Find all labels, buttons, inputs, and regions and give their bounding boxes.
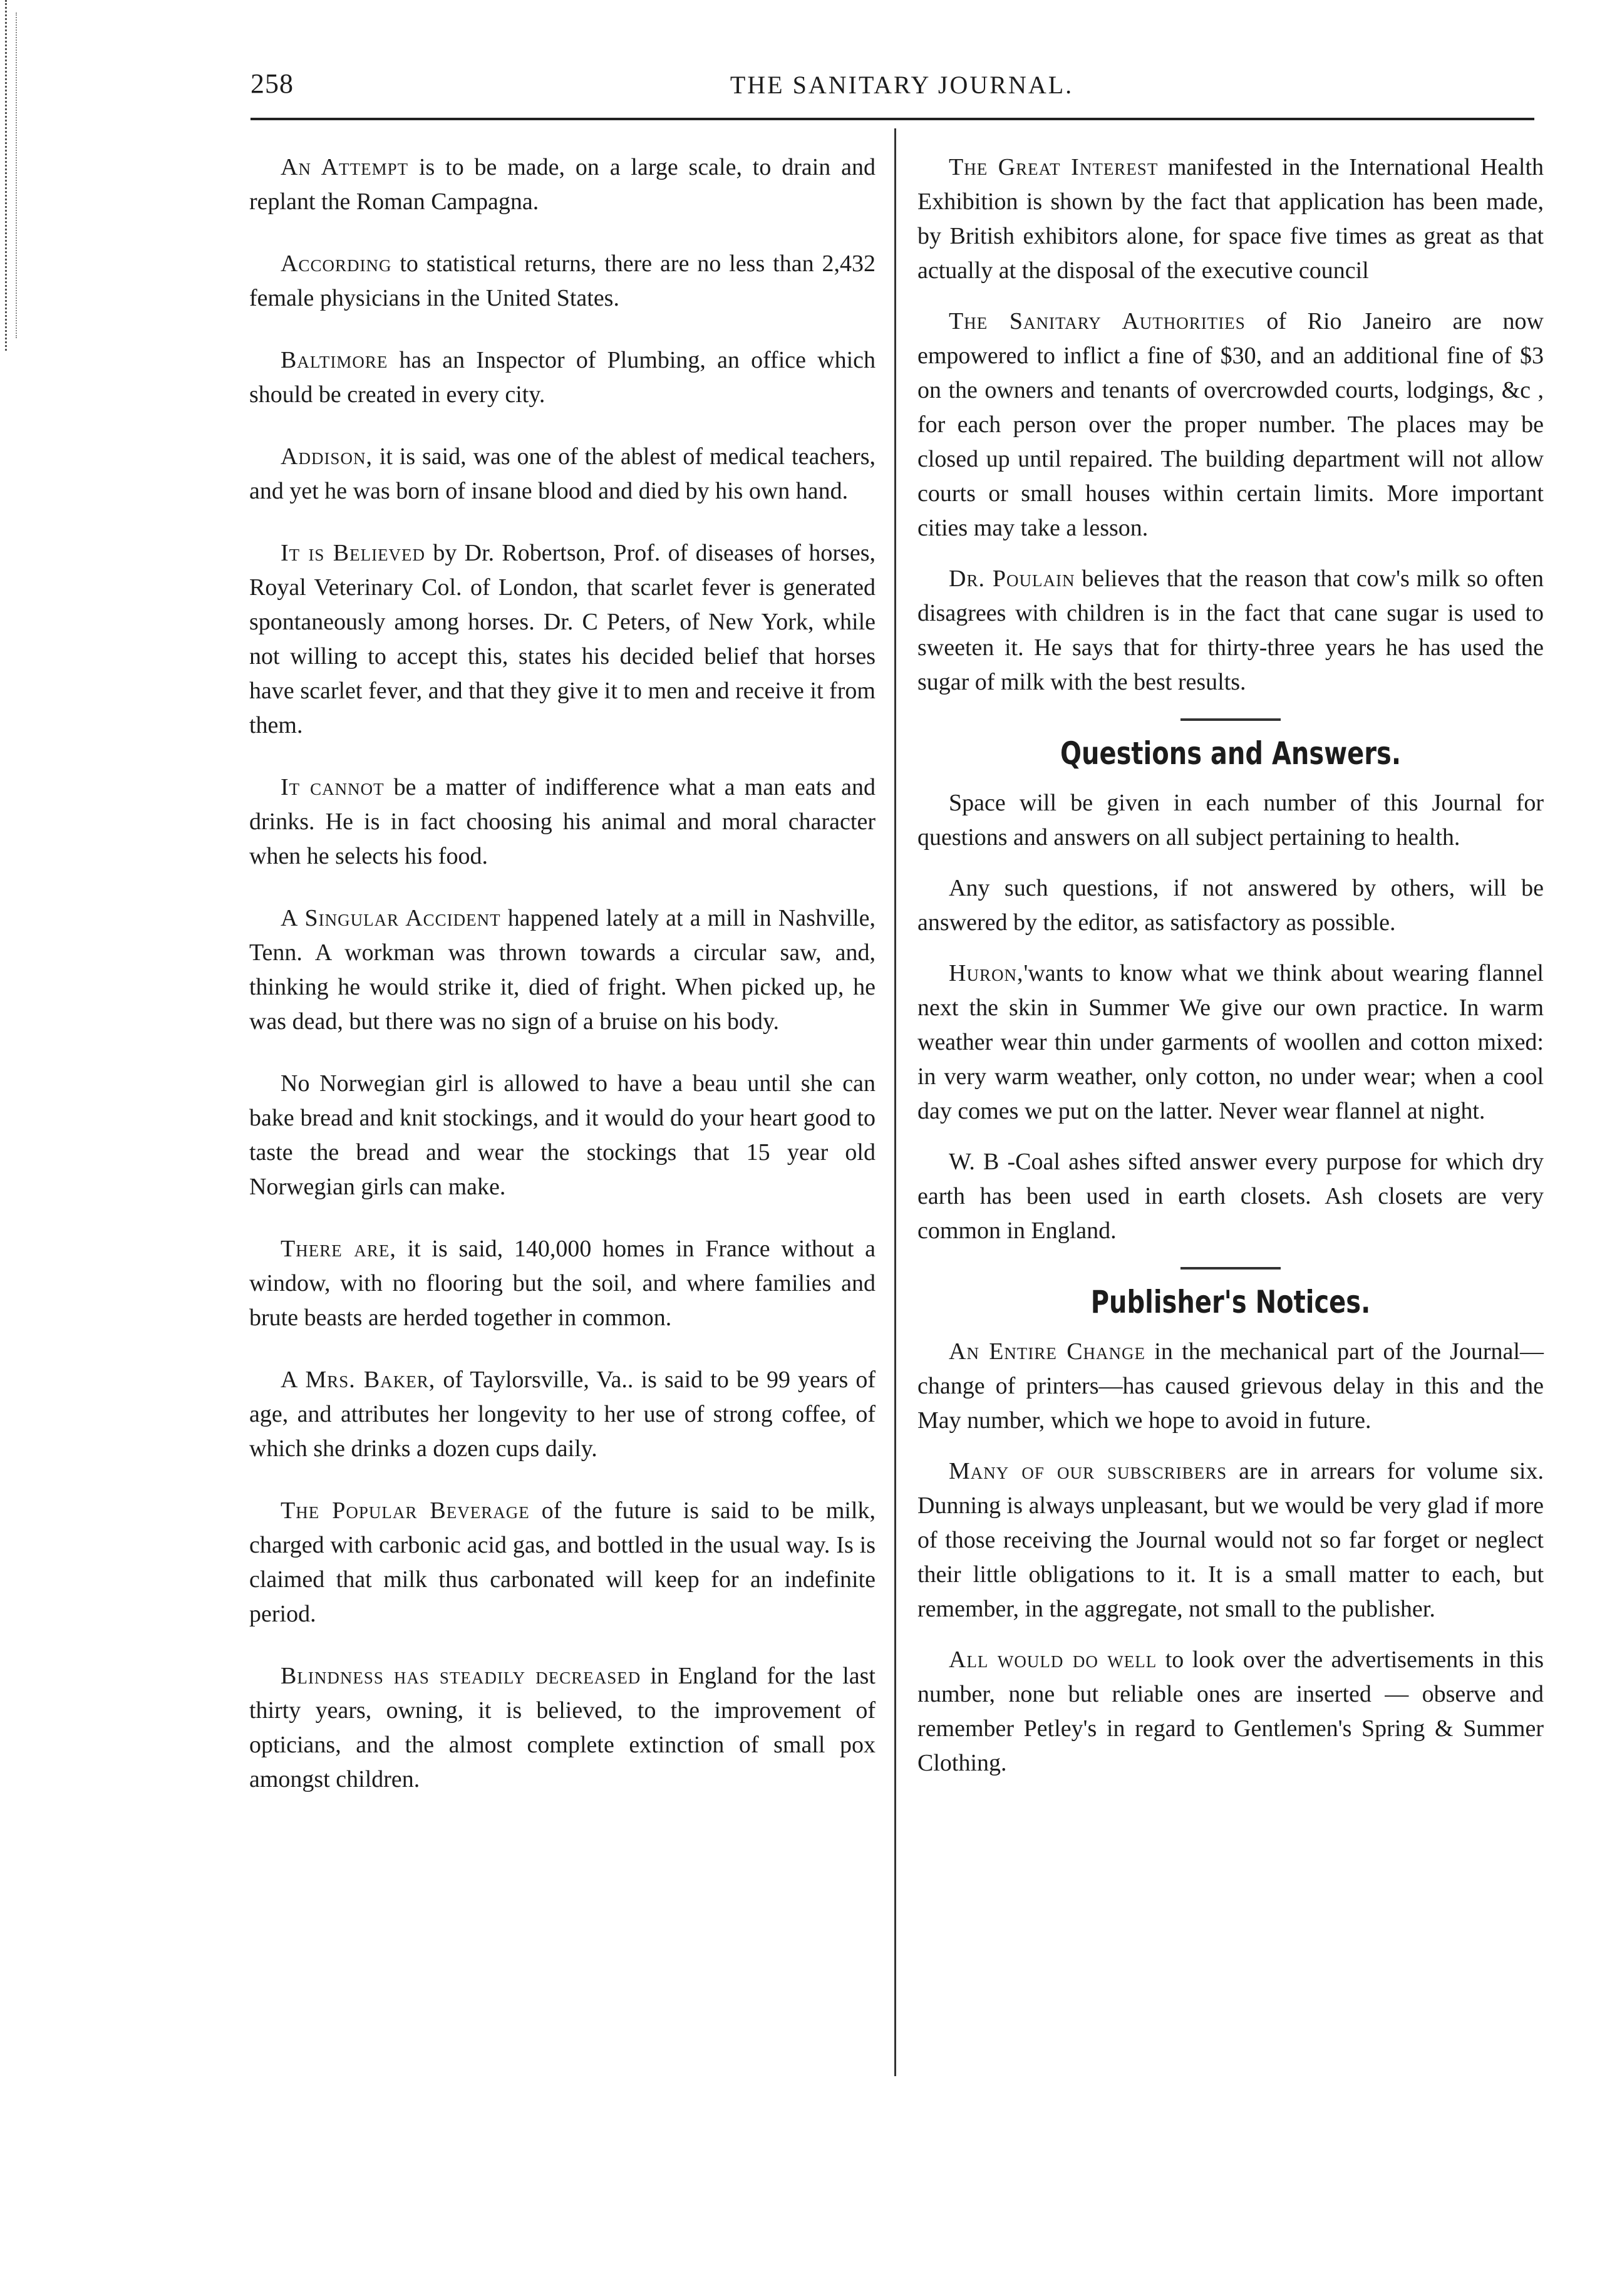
section-rule (1180, 718, 1281, 721)
paragraph (917, 871, 1544, 940)
lead-in: The Great Interest (949, 154, 1159, 180)
left-column (249, 150, 876, 1824)
paragraph-text: in England for the last thirty years, owning, it is believed, to the improvement of opticians, and the almost complete extinction of small pox amongst children. (249, 1663, 876, 1792)
paragraph (249, 150, 876, 219)
page-header (251, 63, 1553, 113)
lead-in: An Entire Change (949, 1338, 1146, 1365)
paragraph (917, 1145, 1544, 1248)
paragraph-text: be a matter of indifference what a man eats and drinks. He is in fact choosing his animal and moral character when he selects his food. (249, 774, 876, 869)
paragraph (249, 440, 876, 509)
notices-heading: Publisher's Notices. (1090, 1284, 1371, 1320)
paragraph-text: of the future is said to be milk, charged with carbonic acid gas, and bottled in the usual way. Is is claimed that milk thus carbonated will keep for an indefinite period. (249, 1497, 876, 1627)
running-title: THE SANITARY JOURNAL. (730, 71, 1074, 99)
paragraph-text: of Taylorsville, Va.. is said to be 99 years of age, and attributes her longevity to her use of strong coffee, of which she drinks a dozen cups daily. (249, 1367, 876, 1462)
lead-in: Huron, (949, 960, 1024, 986)
lead-in: The Sanitary Authorities (949, 308, 1246, 334)
paragraph (249, 1659, 876, 1797)
paragraph-text: Any such questions, if not answered by others, will be answered by the editor, as satisfactory as possible. (917, 875, 1544, 936)
lead-in: The Popular Beverage (281, 1497, 530, 1524)
paragraph (917, 1335, 1544, 1438)
paragraph-text: by Dr. Robertson, Prof. of diseases of horses, Royal Veterinary Col. of London, that scarlet fever is generated spontaneously among horses. Dr. C Peters, of New York, while not willing to accept this, states his decided belief that horses have scarlet fever, and that they give it to men and receive it from them. (249, 540, 876, 738)
paragraph (249, 247, 876, 316)
questions-heading: Questions and Answers. (1060, 735, 1402, 772)
paragraph-text: believes that the reason that cow's milk so often disagrees with children is in the fact that cane sugar is used to sweeten it. He says that for thirty-three years he has used the sugar of milk with the best results. (917, 566, 1544, 695)
paragraph-text: has an Inspector of Plumbing, an office which should be created in every city. (249, 347, 876, 408)
paragraph-text: in the mechanical part of the Journal—change of printers—has caused grievous delay in this and the May number, which we hope to avoid in future. (917, 1338, 1544, 1434)
paragraph-text: it is said, 140,000 homes in France without a window, with no flooring but the soil, and where families and brute beasts are herded together in common. (249, 1236, 876, 1331)
paragraph (249, 1067, 876, 1204)
lead-in: Blindness has steadily decreased (281, 1663, 641, 1689)
paragraph-text: 'wants to know what we think about wearing flannel next the skin in Summer We give our own practice. In warm weather wear thin under garments of woollen and cotton mixed: in very warm weather, only cotton, no under wear; when a cool day comes we put on the latter. Never wear flannel at night. (917, 960, 1544, 1124)
right-column (917, 150, 1544, 1797)
paragraph (917, 786, 1544, 855)
paragraph-text: happened lately at a mill in Nashville, Tenn. A workman was thrown towards a circular saw, and, thinking he would strike it, died of fright. When picked up, he was dead, but there was no sign of a bruise on his body. (249, 905, 876, 1035)
lead-in: It cannot (281, 774, 385, 800)
paragraph-text: to statistical returns, there are no less than 2,432 female physicians in the United States. (249, 251, 876, 311)
paragraph (917, 1454, 1544, 1626)
paragraph-text: it is said, was one of the ablest of medical teachers, and yet he was born of insane blood and died by his own hand. (249, 443, 876, 504)
paragraph-text: W. B -Coal ashes sifted answer every purpose for which dry earth has been used in earth closets. Ash closets are very common in England. (917, 1149, 1544, 1244)
lead-in: It is Believed (281, 540, 426, 566)
paragraph (249, 770, 876, 874)
paragraph (917, 1643, 1544, 1781)
lead-in: All would do well (949, 1647, 1157, 1673)
paragraph-text: is to be made, on a large scale, to drain and replant the Roman Campagna. (249, 154, 876, 215)
lead-in: Dr. Poulain (949, 566, 1075, 592)
paragraph (249, 1363, 876, 1466)
lead-in: According (281, 251, 392, 277)
lead-in: Addison, (281, 443, 373, 470)
paragraph (917, 150, 1544, 288)
paragraph (249, 343, 876, 412)
paragraph-text: are in arrears for volume six. Dunning is always unpleasant, but we would be very glad if more of those receiving the Journal would not so far forget or neglect their little obligations to it. It is a small matter to each, but remember, in the aggregate, not small to the publisher. (917, 1458, 1544, 1622)
lead-in: There are, (281, 1236, 396, 1262)
paragraph (917, 304, 1544, 546)
paragraph-text: of Rio Janeiro are now empowered to inflict a fine of $30, and an additional fine of $3 on the owners and tenants of overcrowded courts, lodgings, &c , for each person over the proper number. The places may be closed up until repaired. The building department will not allow courts or small houses within certain limits. More important cities may take a lesson. (917, 308, 1544, 541)
paragraph-text: No Norwegian girl is allowed to have a beau until she can bake bread and knit stockings, and it would do your heart good to taste the bread and wear the stockings that 15 year old Norwegian girls can make. (249, 1070, 876, 1200)
paragraph-text: manifested in the International Health Exhibition is shown by the fact that application has been made, by British exhibitors alone, for space five times as great as that actually at the disposal of the executive council (917, 154, 1544, 284)
column-divider (894, 128, 896, 2076)
lead-in: Many of our subscribers (949, 1458, 1227, 1484)
paragraph-text: Space will be given in each number of this Journal for questions and answers on all subject pertaining to health. (917, 790, 1544, 851)
header-rule (251, 118, 1534, 120)
scan-edge-marks (5, 0, 26, 351)
paragraph (249, 536, 876, 743)
paragraph (249, 1494, 876, 1632)
lead-in: Baltimore (281, 347, 388, 373)
lead-in: An Attempt (281, 154, 409, 180)
lead-in: A Mrs. Baker, (281, 1367, 436, 1393)
paragraph (917, 956, 1544, 1129)
page-number: 258 (251, 68, 294, 99)
paragraph (917, 562, 1544, 700)
section-rule (1180, 1267, 1281, 1270)
paragraph-text: to look over the advertisements in this number, none but reliable ones are inserted — observe and remember Petley's in regard to Gentlemen's Spring & Summer Clothing. (917, 1647, 1544, 1776)
paragraph (249, 1232, 876, 1335)
paragraph (249, 901, 876, 1039)
lead-in: A Singular Accident (281, 905, 501, 931)
